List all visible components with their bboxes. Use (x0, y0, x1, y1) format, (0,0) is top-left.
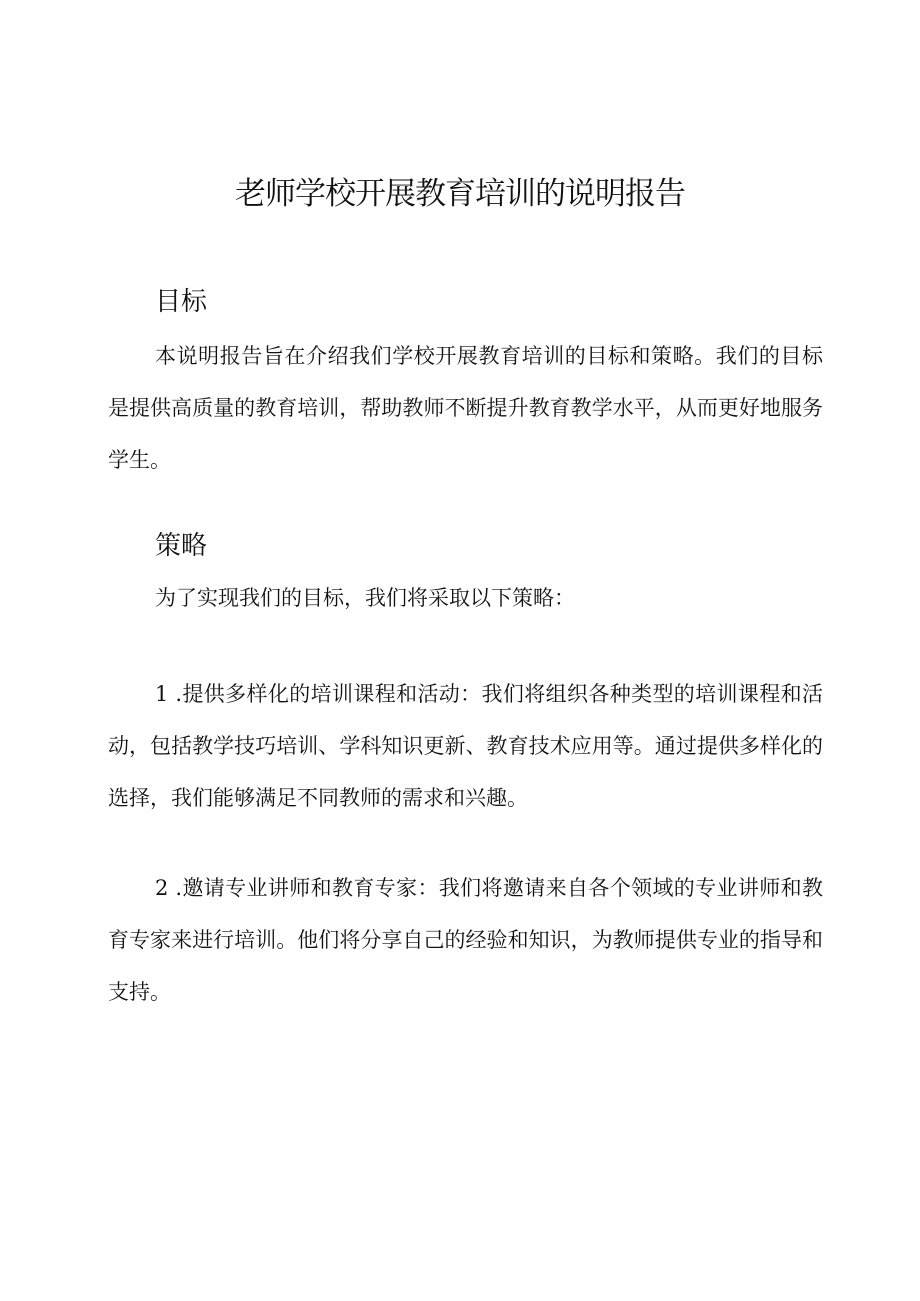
strategy-item-number: 1 . (155, 682, 183, 706)
strategy-item (108, 668, 823, 824)
strategy-item (108, 862, 823, 1018)
strategy-item-number: 2 . (155, 876, 183, 900)
section-heading-goal: 目标 (155, 287, 208, 317)
strategy-intro-paragraph: 为了实现我们的目标，我们将采取以下策略： (155, 586, 575, 610)
section-heading-strategy: 策略 (155, 531, 208, 561)
strategy-item-text: 邀请专业讲师和教育专家：我们将邀请来自各个领域的专业讲师和教育专家来进行培训。他们将分享自己的经验和知识，为教师提供专业的指导和支持。 (108, 876, 823, 1004)
document-title: 老师学校开展教育培训的说明报告 (235, 176, 685, 212)
strategy-item-text: 提供多样化的培训课程和活动：我们将组织各种类型的培训课程和活动，包括教学技巧培训、学科知识更新、教育技术应用等。通过提供多样化的选择，我们能够满足不同教师的需求和兴趣。 (108, 682, 823, 810)
goal-paragraph: 本说明报告旨在介绍我们学校开展教育培训的目标和策略。我们的目标是提供高质量的教育培训，帮助教师不断提升教育教学水平，从而更好地服务学生。 (108, 344, 823, 472)
